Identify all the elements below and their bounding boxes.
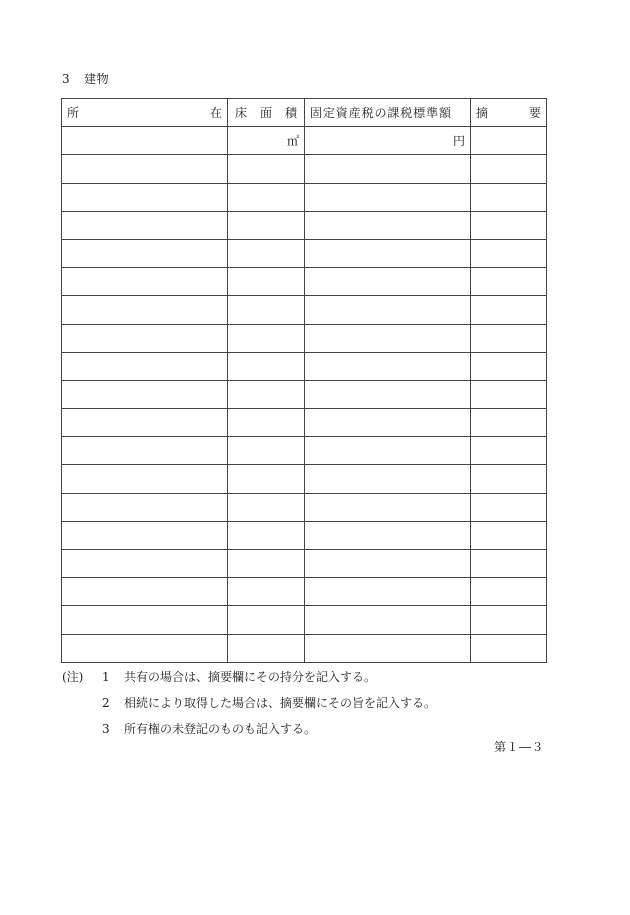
cell-tax-base[interactable] <box>305 437 471 465</box>
table-row <box>62 380 547 408</box>
note-text: 相続により取得した場合は、摘要欄にその旨を記入する。 <box>124 696 437 710</box>
note-item <box>62 664 436 690</box>
cell-tax-base[interactable] <box>305 296 471 324</box>
cell-floor-area[interactable] <box>228 324 305 352</box>
cell-location[interactable] <box>62 409 228 437</box>
cell-tax-base[interactable] <box>305 211 471 239</box>
cell-tax-base[interactable] <box>305 550 471 578</box>
note-number: 3 <box>102 722 110 736</box>
header-floor-area-char: 面 <box>259 106 272 121</box>
table-unit-row <box>62 127 547 155</box>
cell-tax-base[interactable] <box>305 268 471 296</box>
cell-remarks[interactable] <box>471 239 547 267</box>
table-row <box>62 352 547 380</box>
table-row <box>62 211 547 239</box>
cell-floor-area[interactable] <box>228 578 305 606</box>
cell-remarks[interactable] <box>471 465 547 493</box>
header-location <box>62 99 228 127</box>
table-row <box>62 493 547 521</box>
cell-tax-base[interactable] <box>305 409 471 437</box>
table-row <box>62 465 547 493</box>
cell-remarks[interactable] <box>471 550 547 578</box>
cell-tax-base[interactable] <box>305 521 471 549</box>
header-tax-base-label: 固定資産税の課税標準額 <box>310 106 452 121</box>
cell-remarks[interactable] <box>471 578 547 606</box>
cell-remarks[interactable] <box>471 155 547 183</box>
cell-floor-area[interactable] <box>228 521 305 549</box>
section-number: 3 <box>62 72 71 86</box>
cell-location[interactable] <box>62 521 228 549</box>
header-floor-area <box>228 99 305 127</box>
header-remarks-right: 要 <box>528 106 541 121</box>
table-row <box>62 239 547 267</box>
table-row <box>62 550 547 578</box>
note-text: 所有権の未登記のものも記入する。 <box>124 722 317 736</box>
cell-tax-base[interactable] <box>305 239 471 267</box>
cell-tax-base[interactable] <box>305 578 471 606</box>
cell-remarks[interactable] <box>471 634 547 662</box>
cell-remarks[interactable] <box>471 352 547 380</box>
page-number: 第１―３ <box>493 740 544 754</box>
cell-floor-area[interactable] <box>228 465 305 493</box>
cell-tax-base[interactable] <box>305 606 471 634</box>
table-row <box>62 578 547 606</box>
cell-location[interactable] <box>62 380 228 408</box>
header-floor-area-char: 床 <box>235 106 248 121</box>
cell-floor-area[interactable] <box>228 155 305 183</box>
table-row <box>62 409 547 437</box>
cell-tax-base[interactable] <box>305 493 471 521</box>
cell-floor-area[interactable] <box>228 634 305 662</box>
cell-floor-area[interactable] <box>228 183 305 211</box>
cell-remarks[interactable] <box>471 606 547 634</box>
cell-tax-base[interactable] <box>305 380 471 408</box>
note-text: 共有の場合は、摘要欄にその持分を記入する。 <box>124 670 377 684</box>
cell-location[interactable] <box>62 578 228 606</box>
buildings-table <box>61 98 547 663</box>
cell-remarks[interactable] <box>471 521 547 549</box>
cell-floor-area[interactable] <box>228 268 305 296</box>
cell-floor-area[interactable] <box>228 606 305 634</box>
cell-floor-area[interactable] <box>228 211 305 239</box>
unit-cell-remarks[interactable] <box>471 127 547 155</box>
table-row <box>62 437 547 465</box>
cell-tax-base[interactable] <box>305 155 471 183</box>
table-row <box>62 268 547 296</box>
header-floor-area-char: 積 <box>284 106 297 121</box>
notes <box>62 664 436 742</box>
table-row <box>62 183 547 211</box>
cell-location[interactable] <box>62 437 228 465</box>
cell-location[interactable] <box>62 493 228 521</box>
notes-prefix: (注) <box>62 670 84 684</box>
header-location-right: 在 <box>209 106 222 121</box>
table-row <box>62 155 547 183</box>
section-label: 建物 <box>84 72 110 86</box>
table-row <box>62 324 547 352</box>
cell-floor-area[interactable] <box>228 493 305 521</box>
cell-remarks[interactable] <box>471 380 547 408</box>
table-row <box>62 521 547 549</box>
header-remarks <box>471 99 547 127</box>
cell-tax-base[interactable] <box>305 465 471 493</box>
cell-tax-base[interactable] <box>305 634 471 662</box>
cell-location[interactable] <box>62 268 228 296</box>
cell-floor-area[interactable] <box>228 380 305 408</box>
cell-floor-area[interactable] <box>228 296 305 324</box>
cell-location[interactable] <box>62 550 228 578</box>
table-row <box>62 634 547 662</box>
cell-remarks[interactable] <box>471 296 547 324</box>
note-number: 2 <box>102 696 110 710</box>
cell-tax-base[interactable] <box>305 352 471 380</box>
table-row <box>62 296 547 324</box>
cell-location[interactable] <box>62 296 228 324</box>
table-header-row <box>62 99 547 127</box>
note-number: 1 <box>102 670 110 684</box>
header-remarks-left: 摘 <box>476 106 489 121</box>
cell-tax-base[interactable] <box>305 324 471 352</box>
cell-remarks[interactable] <box>471 211 547 239</box>
cell-floor-area[interactable] <box>228 352 305 380</box>
cell-floor-area[interactable] <box>228 239 305 267</box>
cell-floor-area[interactable] <box>228 437 305 465</box>
cell-remarks[interactable] <box>471 183 547 211</box>
unit-cell-location[interactable] <box>62 127 228 155</box>
unit-floor-area: ㎡ <box>228 127 305 155</box>
cell-floor-area[interactable] <box>228 550 305 578</box>
header-location-left: 所 <box>67 106 80 121</box>
cell-remarks[interactable] <box>471 493 547 521</box>
section-title <box>62 70 109 87</box>
cell-remarks[interactable] <box>471 324 547 352</box>
cell-tax-base[interactable] <box>305 183 471 211</box>
note-item <box>62 690 436 716</box>
cell-location[interactable] <box>62 211 228 239</box>
table-row <box>62 606 547 634</box>
cell-location[interactable] <box>62 239 228 267</box>
cell-location[interactable] <box>62 634 228 662</box>
cell-remarks[interactable] <box>471 268 547 296</box>
header-tax-base <box>305 99 471 127</box>
cell-location[interactable] <box>62 324 228 352</box>
cell-remarks[interactable] <box>471 437 547 465</box>
unit-tax-base: 円 <box>305 127 471 155</box>
cell-location[interactable] <box>62 352 228 380</box>
cell-location[interactable] <box>62 465 228 493</box>
cell-location[interactable] <box>62 606 228 634</box>
note-item <box>62 716 436 742</box>
cell-remarks[interactable] <box>471 409 547 437</box>
cell-floor-area[interactable] <box>228 409 305 437</box>
cell-location[interactable] <box>62 183 228 211</box>
cell-location[interactable] <box>62 155 228 183</box>
